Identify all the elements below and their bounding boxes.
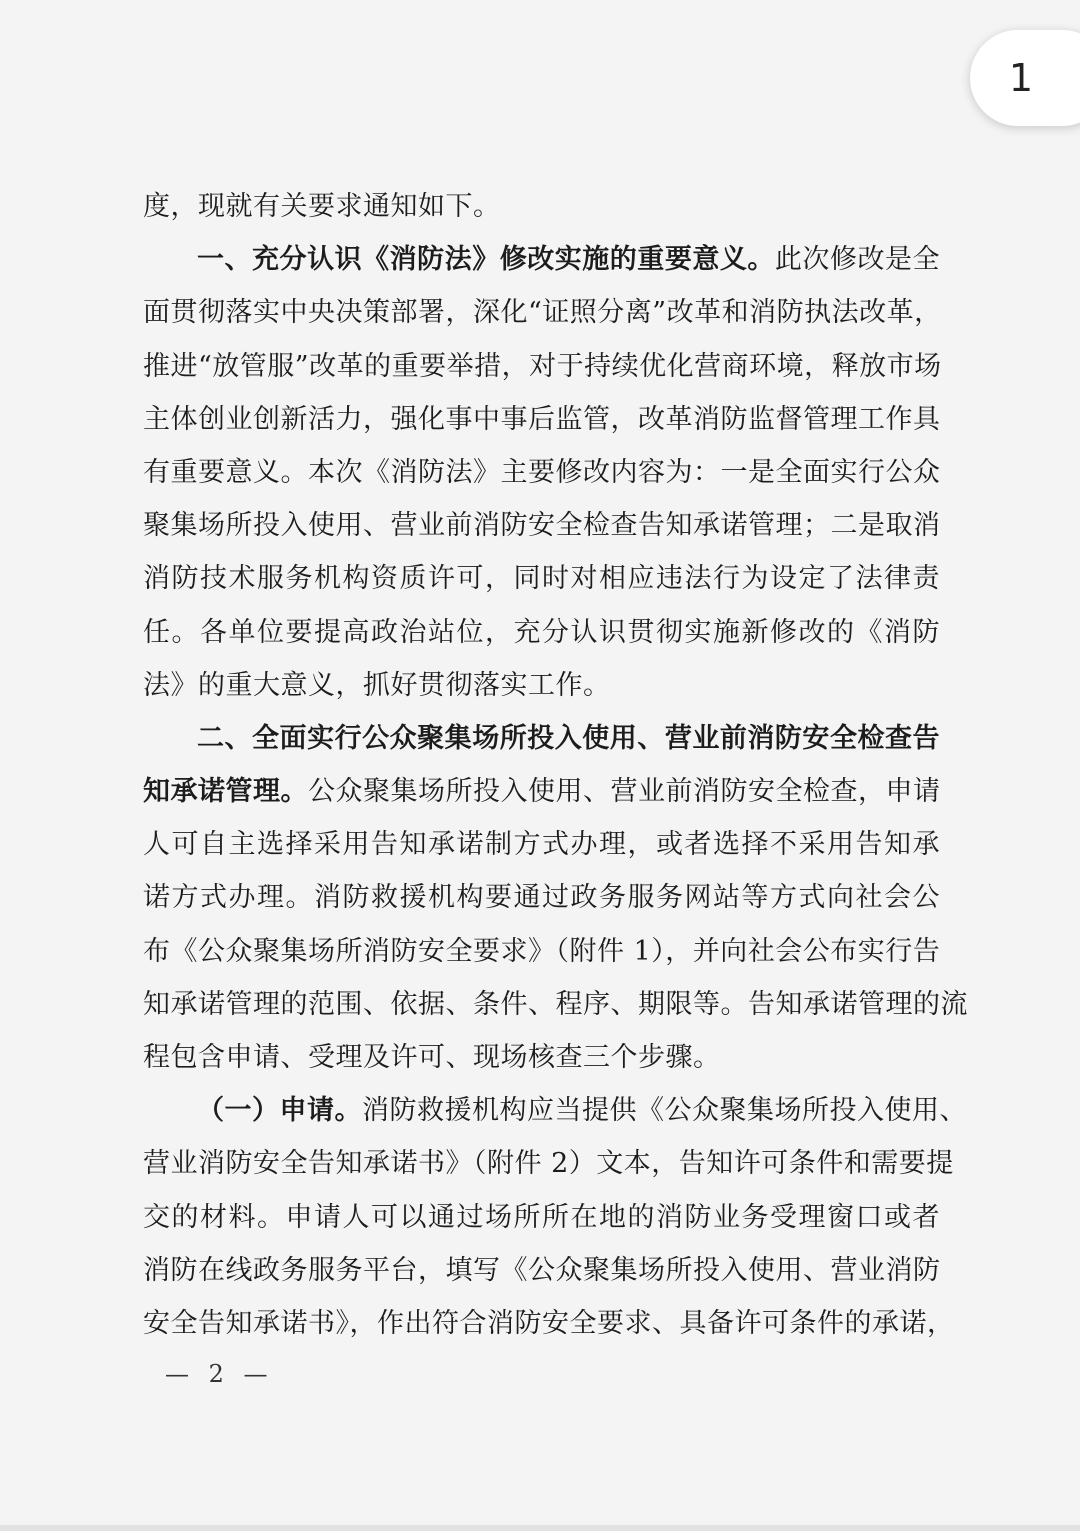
text-line [143,552,940,605]
page-indicator-number: 1 [1008,56,1034,100]
text-line [143,499,940,552]
body-text: 面贯彻落实中央决策部署，深化“证照分离”改革和消防执法改革， [143,297,942,329]
body-text: 安全告知承诺书》，作出符合消防安全要求、具备许可条件的承诺， [143,1307,955,1339]
text-line [143,871,940,924]
text-line [143,1137,954,1190]
document-body [143,180,968,1350]
text-line [143,340,940,393]
body-text: 诺方式办理。消防救援机构要通过政务服务网站等方式向社会公 [143,882,940,914]
body-text: 知承诺管理的范围、依据、条件、程序、期限等。告知承诺管理的流 [143,988,968,1020]
body-text: 交的材料。申请人可以通过场所所在地的消防业务受理窗口或者 [143,1201,940,1233]
body-text: 布《公众聚集场所消防安全要求》（附件 1），并向社会公布实行告 [143,935,941,967]
text-line [143,1191,940,1244]
text-line [143,1297,955,1350]
text-line [143,606,940,659]
bold-heading: 知承诺管理。 [143,776,308,808]
text-line [143,1244,940,1297]
body-text: 度，现就有关要求通知如下。 [143,191,501,222]
bottom-divider [0,1525,1080,1531]
bold-heading: 一、充分认识《消防法》修改实施的重要意义。 [197,244,775,276]
text-line [143,659,940,712]
body-text: 公众聚集场所投入使用、营业前消防安全检查，申请 [308,776,941,808]
body-text: 此次修改是全 [774,244,941,276]
footer-page-number: — 2 — [165,1360,274,1388]
body-text: 程包含申请、受理及许可、现场核查三个步骤。 [143,1042,721,1073]
text-line [143,818,940,871]
bold-heading: （一）申请。 [197,1095,362,1127]
body-text: 任。各单位要提高政治站位，充分认识贯彻实施新修改的《消防 [143,616,940,648]
body-text: 消防技术服务机构资质许可，同时对相应违法行为设定了法律责 [143,563,940,595]
body-text: 人可自主选择采用告知承诺制方式办理，或者选择不采用告知承 [143,829,940,861]
body-text: 有重要意义。本次《消防法》主要修改内容为：一是全面实行公众 [143,456,941,488]
text-line [143,286,940,339]
text-line [143,712,940,765]
body-text: 主体创业创新活力，强化事中事后监管，改革消防监督管理工作具 [143,403,941,435]
text-line [143,446,940,499]
text-line [143,765,940,818]
text-line [143,180,940,233]
body-text: 聚集场所投入使用、营业前消防安全检查告知承诺管理；二是取消 [143,510,941,542]
body-text: 法》的重大意义，抓好贯彻落实工作。 [143,669,611,701]
text-line [143,1084,967,1137]
text-line [143,233,940,286]
body-text: 消防在线政务服务平台，填写《公众聚集场所投入使用、营业消防 [143,1254,941,1286]
bold-heading: 二、全面实行公众聚集场所投入使用、营业前消防安全检查告 [197,722,940,754]
body-text: 消防救援机构应当提供《公众聚集场所投入使用、 [362,1095,967,1127]
body-text: 营业消防安全告知承诺书》（附件 2）文本，告知许可条件和需要提 [143,1148,954,1180]
text-line [143,925,940,978]
text-line [143,1031,940,1084]
body-text: 推进“放管服”改革的重要举措，对于持续优化营商环境，释放市场 [143,350,942,382]
text-line [143,393,940,446]
text-line [143,978,968,1031]
